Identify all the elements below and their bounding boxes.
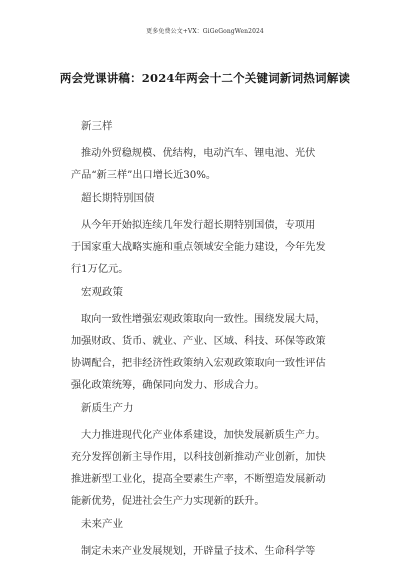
document-title: 两会党课讲稿：2024年两会十二个关键词新词热词解读 [59,71,351,85]
section-paragraph-macro-policy [71,309,361,397]
section-heading-special-bonds: 超长期特别国债 [81,192,155,204]
section-paragraph-special-bonds [71,215,361,281]
paragraph-line: 大力推进现代化产业体系建设，加快发展新质生产力。 [81,430,326,441]
section-heading-new-three: 新三样 [81,120,113,132]
paragraph-line: 充分发挥创新主导作用，以科技创新推动产业创新，加快 [71,452,326,463]
paragraph-line: 加强财政、货币、就业、产业、区域、科技、环保等政策 [71,336,326,347]
paragraph-line: 于国家重大战略实施和重点领域安全能力建设，今年先发 [71,242,326,253]
header-note: 更多免费公文+VX：GiGeGongWen2024 [146,28,264,35]
paragraph-line: 制定未来产业发展规划，开辟量子技术、生命科学等 [81,546,316,557]
paragraph-line: 推动外贸稳规模、优结构，电动汽车、锂电池、光伏 [81,148,316,159]
section-paragraph-new-three [71,143,361,187]
paragraph-line: 产品“新三样”出口增长近30%。 [71,170,217,181]
paragraph-line: 行1万亿元。 [71,264,129,275]
section-paragraph-future-industries [71,541,361,563]
section-paragraph-new-productivity [71,425,361,513]
paragraph-line: 从今年开始拟连续几年发行超长期特别国债，专项用 [81,220,316,231]
paragraph-line: 取向一致性增强宏观政策取向一致性。围绕发展大局， [81,314,326,325]
document-body [71,118,361,566]
paragraph-line: 推进新型工业化，提高全要素生产率，不断塑造发展新动 [71,474,326,485]
paragraph-line: 协调配合，把非经济性政策纳入宏观政策取向一致性评估 [71,358,326,369]
paragraph-line: 能新优势，促进社会生产力实现新的跃升。 [71,496,265,507]
section-heading-macro-policy: 宏观政策 [81,286,123,298]
section-heading-future-industries: 未来产业 [81,518,123,530]
paragraph-line: 强化政策统筹，确保同向发力、形成合力。 [71,380,265,391]
section-heading-new-productivity: 新质生产力 [81,402,134,414]
